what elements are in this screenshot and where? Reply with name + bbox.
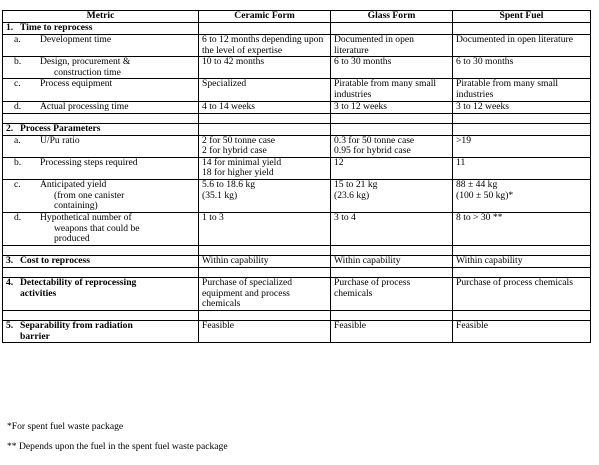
ceramic-cell: 2 for 50 tonne case 2 for hybrid case [199,135,331,157]
section-title: Separability from radiation [20,319,133,331]
header-row [3,11,591,23]
footnote-2: ** Depends upon the fuel in the spent fuel waste package [7,441,228,452]
section-4-label: 4. Detectability of reprocessing activities [3,277,199,310]
spent-cell: Purchase of process chemicals [453,277,591,310]
glass-cell: 12 [331,157,453,179]
glass-cell: Purchase of process chemicals [331,277,453,310]
ceramic-cell: Feasible [199,320,331,342]
metric-label: Anticipated yield [40,178,107,190]
metric-label: U/Pu ratio [40,134,80,146]
glass-cell: 3 to 12 weeks [331,101,453,113]
table-row: a. Development time 6 to 12 months depending upon the level of expertise Documented in open literature Documented in open literature [3,35,591,57]
footnote-1: *For spent fuel waste package [7,421,124,432]
spacer-row [3,267,591,277]
spent-cell: Piratable from many small industries [453,79,591,101]
glass-cell: Piratable from many small industries [331,79,453,101]
section-4-row [3,277,591,310]
spent-cell: Documented in open literature [453,35,591,57]
section-title: Time to reprocess [20,22,93,33]
metrics-table [2,10,591,343]
ceramic-cell: 5.6 to 18.6 kg (35.1 kg) [199,179,331,212]
section-3-row [3,255,591,267]
ceramic-cell: 6 to 12 months depending upon the level of expertise [199,35,331,57]
header-metric: Metric [3,11,199,23]
ceramic-cell: 14 for minimal yield 18 for higher yield [199,157,331,179]
spacer-row [3,245,591,255]
table-row: d. Actual processing time 4 to 14 weeks 3 to 12 weeks 3 to 12 weeks [3,101,591,113]
spent-cell: 11 [453,157,591,179]
metric-label: Actual processing time [40,100,129,112]
section-2-label: 2. Process Parameters [3,123,199,135]
header-glass: Glass Form [331,11,453,23]
metric-label-cont: construction time [54,66,121,78]
section-title: Detectability of reprocessing [20,276,137,288]
glass-cell: 3 to 4 [331,212,453,245]
spacer-row [3,310,591,320]
section-5-row [3,320,591,342]
section-title: Cost to reprocess [20,254,90,266]
spent-cell: Feasible [453,320,591,342]
table-row: c. Process equipment Specialized Piratable from many small industries Piratable from many small industries [3,79,591,101]
section-5-label: 5. Separability from radiation barrier [3,320,199,342]
glass-cell: 6 to 30 months [331,57,453,79]
section-1-label: 1. Time to reprocess [3,23,199,35]
ceramic-cell: 10 to 42 months [199,57,331,79]
glass-cell: 15 to 21 kg (23.6 kg) [331,179,453,212]
spacer-row [3,113,591,123]
glass-cell: 0.3 for 50 tonne case 0.95 for hybrid case [331,135,453,157]
spent-cell: Within capability [453,255,591,267]
metric-label: Process equipment [40,78,113,90]
spent-cell: 88 ± 44 kg (100 ± 50 kg)* [453,179,591,212]
metric-label: Hypothetical number of [40,211,132,223]
spent-cell: >19 [453,135,591,157]
section-3-label: 3. Cost to reprocess [3,255,199,267]
section-title: Process Parameters [20,122,101,134]
table-row: c. Anticipated yield (from one canister containing) 5.6 to 18.6 kg (35.1 kg) 15 to 21 kg (23.6 kg) 88 ± 44 kg (100 ± 50 kg)* [3,179,591,212]
metric-label: Design, procurement & [40,56,131,68]
metric-label: Development time [40,34,112,45]
glass-cell: Documented in open literature [331,35,453,57]
glass-cell: Feasible [331,320,453,342]
header-ceramic: Ceramic Form [199,11,331,23]
ceramic-cell: Purchase of specialized equipment and process chemicals [199,277,331,310]
spent-cell: 8 to > 30 ** [453,212,591,245]
table-row: d. Hypothetical number of weapons that could be produced 1 to 3 3 to 4 8 to > 30 ** [3,212,591,245]
spent-cell: 3 to 12 weeks [453,101,591,113]
metric-label: Processing steps required [40,156,138,168]
table-row: b. Processing steps required 14 for minimal yield 18 for higher yield 12 11 [3,157,591,179]
section-1-row [3,23,591,35]
header-spent: Spent Fuel [453,11,591,23]
section-2-row [3,123,591,135]
ceramic-cell: Specialized [199,79,331,101]
table-row: a. U/Pu ratio 2 for 50 tonne case 2 for hybrid case 0.3 for 50 tonne case 0.95 for hybrid case >19 [3,135,591,157]
ceramic-cell: 4 to 14 weeks [199,101,331,113]
spent-cell: 6 to 30 months [453,57,591,79]
table-row: b. Design, procurement & construction time 10 to 42 months 6 to 30 months 6 to 30 months [3,57,591,79]
ceramic-cell: Within capability [199,255,331,267]
ceramic-cell: 1 to 3 [199,212,331,245]
glass-cell: Within capability [331,255,453,267]
